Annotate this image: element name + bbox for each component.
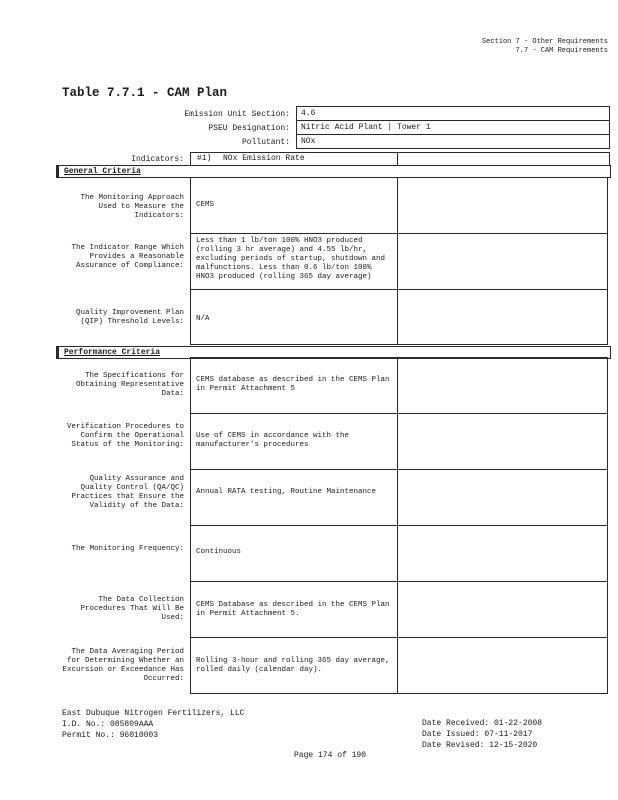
field-pseu <box>296 120 610 135</box>
footer-company: East Dubuque Nitrogen Fertilizers, LLC <box>62 709 245 718</box>
field-label-emission-unit: Emission Unit Section: <box>184 110 290 119</box>
field-label-pollutant: Pollutant: <box>241 138 290 147</box>
performance-row-label-data-collection: The Data Collection Procedures That Will Be Used: <box>80 596 184 622</box>
performance-row-label-averaging: The Data Averaging Period for Determining Whether an Excursion or Exceedance Has Occurred: <box>62 648 184 683</box>
performance-row-divider-2 <box>191 469 607 470</box>
performance-row-label-specifications: The Specifications for Obtaining Representative Data: <box>75 372 184 398</box>
footer-date-received: Date Received: 01-22-2008 <box>422 719 543 728</box>
performance-row-value-verification: Use of CEMS in accordance with the manufacturer's procedures <box>196 432 350 449</box>
general-row-value-indicator-range: Less than 1 lb/ton 100% HNO3 produced (rolling 3 hr average) and 4.55 lb/hr, excluding periods of startup, shutdown and malfunctions. Less than 0.6 lb/ton 100% HNO3 produced (rolling 365 day average) <box>196 237 386 281</box>
field-label-pseu: PSEU Designation: <box>208 124 290 133</box>
section-general-title: General Criteria <box>64 167 141 176</box>
general-row-divider-2 <box>191 289 607 290</box>
subsection-line: 7.7 - CAM Requirements <box>515 47 608 55</box>
field-value-pseu: Nitric Acid Plant | Tower 1 <box>301 123 431 132</box>
performance-row-divider-4 <box>191 581 607 582</box>
performance-row-divider-1 <box>191 413 607 414</box>
section-line: Section 7 - Other Requirements <box>481 38 608 46</box>
field-value-emission-unit: 4.6 <box>301 109 316 118</box>
table-title: Table 7.7.1 - CAM Plan <box>62 86 228 100</box>
indicators-field <box>190 152 610 166</box>
general-column-divider <box>397 178 398 344</box>
footer-date-revised: Date Revised: 12-15-2020 <box>422 741 538 750</box>
performance-row-value-averaging: Rolling 3-hour and rolling 365 day average, rolled daily (calendar day). <box>196 657 390 674</box>
performance-row-label-frequency: The Monitoring Frequency: <box>71 545 184 553</box>
indicators-label: Indicators: <box>131 155 184 164</box>
performance-row-value-data-collection: CEMS Database as described in the CEMS Plan in Permit Attachment 5. <box>196 601 390 618</box>
section-header <box>482 38 608 56</box>
field-pollutant <box>296 134 610 149</box>
performance-row-divider-5 <box>191 637 607 638</box>
general-row-value-approach: CEMS <box>196 201 215 209</box>
performance-row-label-qaqc: Quality Assurance and Quality Control (QA/QC) Practices that Ensure the Validity of the Data: <box>71 475 184 510</box>
indicator-number: #1) <box>197 154 212 163</box>
general-row-label-qip: Quality Improvement Plan (QIP) Threshold Levels: <box>75 309 184 326</box>
performance-row-divider-3 <box>191 525 607 526</box>
performance-criteria-table <box>190 357 608 694</box>
footer-left <box>62 708 244 741</box>
page-number: Page 174 of 190 <box>294 751 367 760</box>
general-row-label-approach: The Monitoring Approach Used to Measure the Indicators: <box>80 194 184 220</box>
performance-row-label-verification: Verification Procedures to Confirm the Operational Status of the Monitoring: <box>66 423 184 449</box>
footer-date-issued: Date Issued: 07-11-2017 <box>422 730 533 739</box>
footer-right <box>422 718 542 751</box>
indicator-divider <box>397 153 398 165</box>
section-performance-title: Performance Criteria <box>64 348 161 357</box>
field-emission-unit <box>296 106 610 121</box>
performance-row-value-frequency: Continuous <box>196 548 242 556</box>
general-row-label-indicator-range: The Indicator Range Which Provides a Reasonable Assurance of Compliance: <box>71 244 184 270</box>
footer-id-no: I.D. No.: 085809AAA <box>62 720 154 729</box>
performance-row-value-specifications: CEMS database as described in the CEMS Plan in Permit Attachment 5 <box>196 376 390 393</box>
field-value-pollutant: NOx <box>301 137 316 146</box>
footer-permit-no: Permit No.: 96010003 <box>62 731 159 740</box>
performance-row-value-qaqc: Annual RATA testing, Routine Maintenance <box>196 488 377 496</box>
general-row-value-qip: N/A <box>196 315 210 323</box>
indicator-value: NOx Emission Rate <box>223 154 305 163</box>
